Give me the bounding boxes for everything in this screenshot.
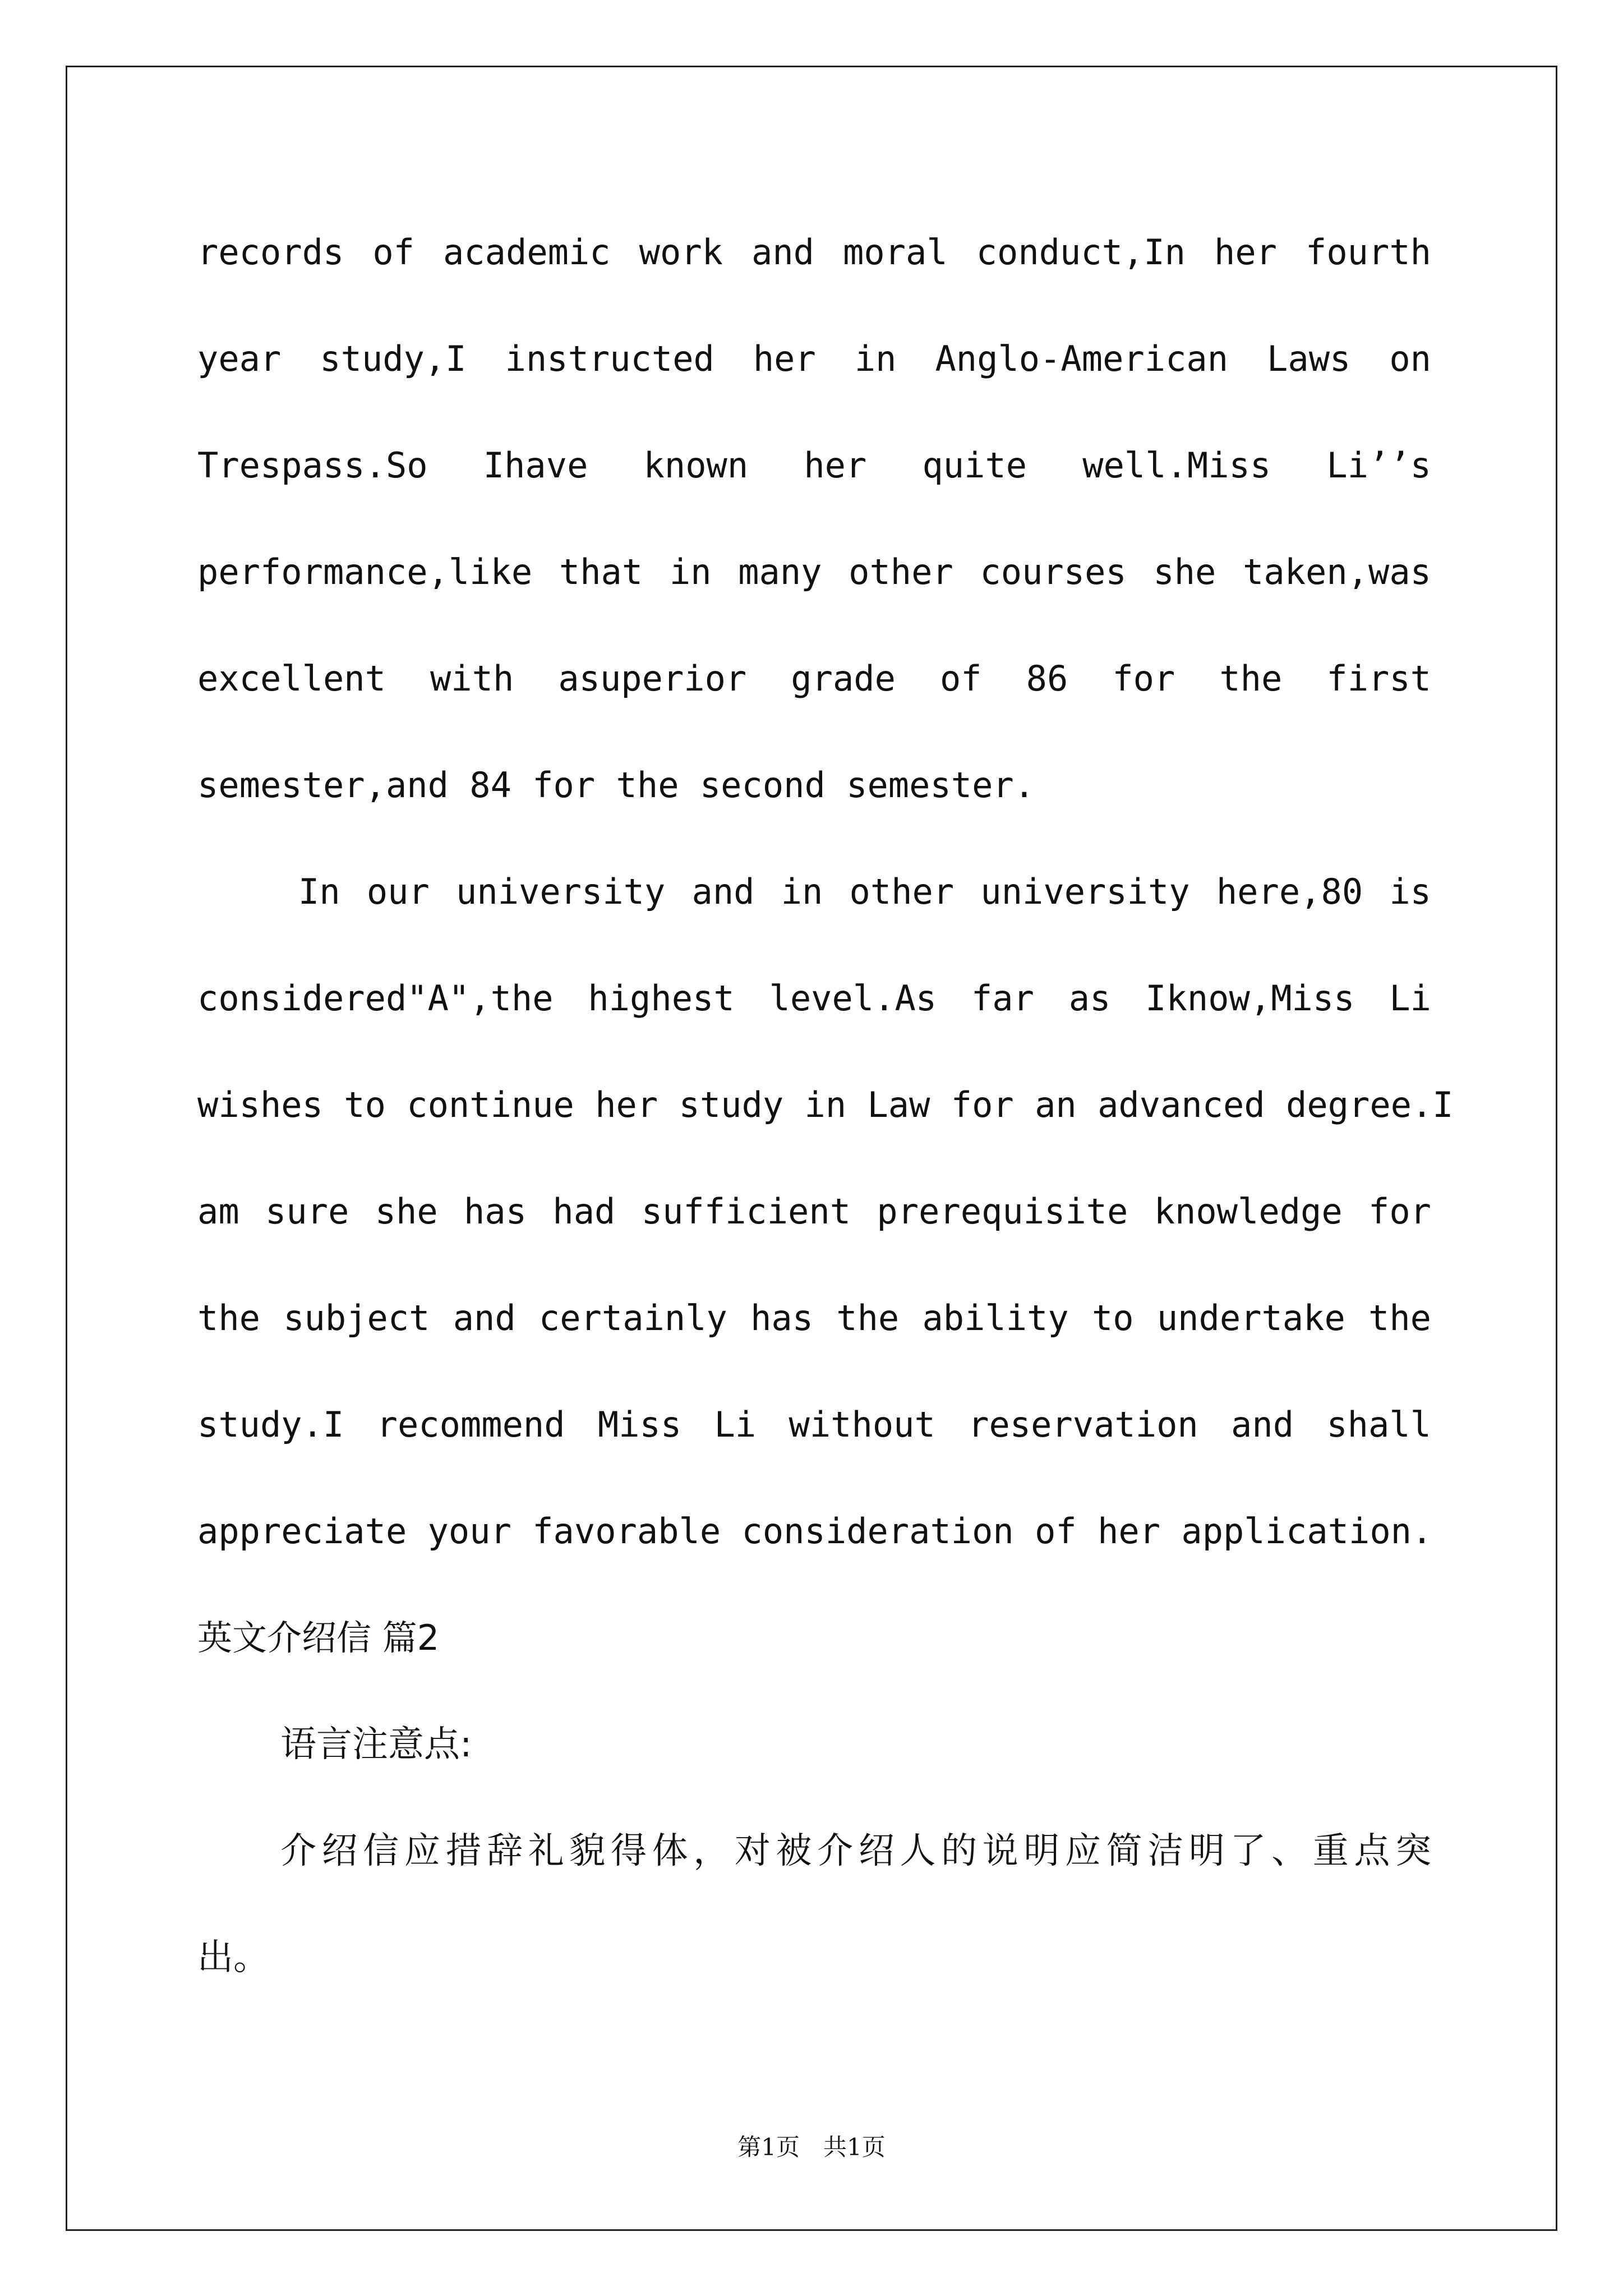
text-line: year study,I instructed her in Anglo-American Laws on — [197, 338, 1431, 379]
text-line: considered"A",the highest level.As far as Iknow,Miss Li — [197, 978, 1431, 1019]
text-line: wishes to continue her study in Law for an advanced degree.I — [197, 1084, 1454, 1125]
text-line: records of academic work and moral conduct,In her fourth — [197, 232, 1431, 273]
text-line: study.I recommend Miss Li without reservation and shall — [197, 1404, 1431, 1445]
text-line: Trespass.So Ihave known her quite well.Miss Li’’s — [197, 445, 1431, 486]
text-line: the subject and certainly has the ability to undertake the — [197, 1297, 1431, 1338]
text-line: 介绍信应措辞礼貌得体，对被介绍人的说明应简洁明了、重点突 — [280, 1830, 1431, 1872]
paragraph-1 — [197, 199, 1431, 839]
text-line: performance,like that in many other courses she taken,was — [197, 551, 1431, 592]
text-line: appreciate your favorable consideration of her application. — [197, 1511, 1433, 1552]
section-heading: 英文介绍信 篇2 — [197, 1617, 440, 1658]
note-label-text: 语言注意点: — [280, 1724, 472, 1765]
text-line: am sure she has had sufficient prerequisite knowledge for — [197, 1191, 1431, 1232]
paragraph-2 — [197, 839, 1454, 1585]
text-line: excellent with asuperior grade of 86 for the first — [197, 658, 1431, 699]
text-line: In our university and in other university here,80 is — [298, 871, 1431, 912]
page-footer: 第1页 共1页 — [737, 2133, 886, 2161]
note-label — [197, 1691, 1431, 1798]
text-line: 出。 — [197, 1937, 269, 1978]
text-line: semester,and 84 for the second semester. — [197, 765, 1035, 806]
note-paragraph — [197, 1798, 1431, 2011]
